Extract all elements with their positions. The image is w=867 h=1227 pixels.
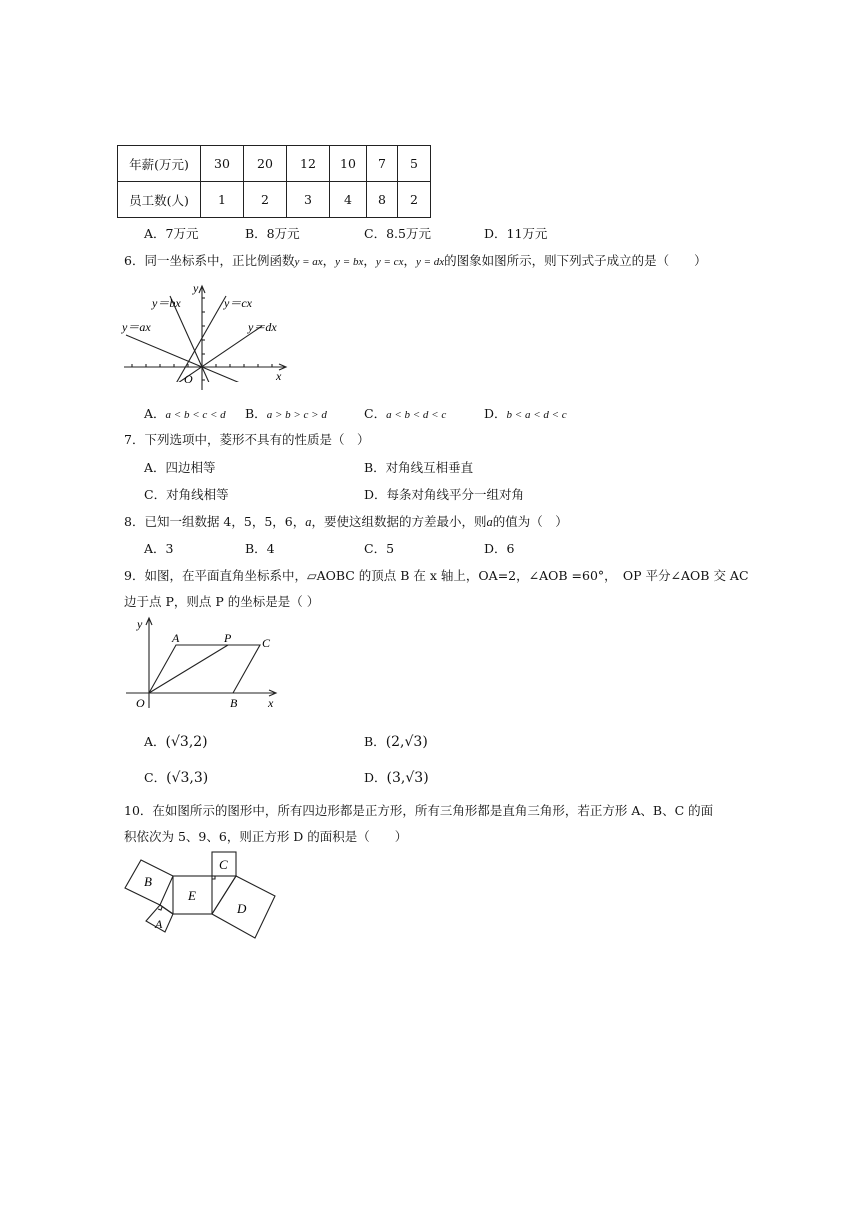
table-header-cell: 员工数(人)	[118, 182, 201, 218]
parallelogram-aobc	[149, 645, 260, 693]
q9-stem-line1: 9．如图，在平面直角坐标系中，▱AOBC 的顶点 B 在 x 轴上，OA=2，∠AOB =60°， OP 平分∠AOB 交 AC	[124, 568, 749, 583]
q6-func-bx: y = bx	[335, 256, 364, 268]
option-letter: A．	[144, 734, 166, 749]
q5-option-c[interactable]: C．8.5万元	[364, 226, 431, 241]
table-cell: 1	[201, 182, 244, 218]
option-expr-part: (	[165, 734, 171, 750]
table-cell: 3	[287, 182, 330, 218]
option-expr-part: ,3)	[189, 770, 209, 786]
q9-stem-line2: 边于点 P，则点 P 的坐标是是（ ）	[124, 594, 320, 609]
table-cell: 10	[330, 146, 367, 182]
option-letter: C．	[144, 770, 167, 785]
label-c: C	[219, 857, 228, 872]
option-letter: B．	[364, 734, 386, 749]
q7-option-a[interactable]: A．四边相等	[144, 460, 216, 475]
triangle-left	[160, 905, 173, 914]
q6-sep: ，	[363, 253, 376, 268]
q8-var: a	[486, 515, 493, 529]
label-b: B	[144, 874, 152, 889]
option-expr-part: )	[422, 734, 428, 750]
q8-stem-text: 8．已知一组数据 4，5，5，6，	[124, 514, 306, 529]
table-row	[118, 182, 431, 218]
right-angle-mark	[158, 907, 162, 910]
point-label-a: A	[172, 631, 180, 645]
q6-sep: ，	[403, 253, 416, 268]
q8-option-c[interactable]: C．5	[364, 541, 395, 556]
table-cell: 30	[201, 146, 244, 182]
axis-label-x: x	[276, 369, 282, 383]
point-label-b: B	[230, 696, 238, 710]
sqrt-symbol: √3	[404, 734, 423, 750]
q6-func-ax: y = ax	[294, 256, 323, 268]
option-expr: a < b < c < d	[165, 409, 226, 421]
table-row	[118, 146, 431, 182]
q8-stem-text: ，要使这组数据的方差最小，则	[311, 514, 487, 529]
q7-option-b[interactable]: B．对角线互相垂直	[364, 460, 474, 475]
q5-option-d[interactable]: D．11万元	[484, 226, 548, 241]
q8-stem	[124, 514, 568, 530]
q9-graph	[122, 614, 282, 714]
sqrt-symbol: √3	[405, 770, 424, 786]
q6-graph	[118, 280, 298, 395]
q6-sep: ，	[322, 253, 336, 268]
sqrt-symbol: √3	[171, 770, 190, 786]
q6-option-d[interactable]	[484, 406, 567, 423]
q8-var: a	[305, 515, 312, 529]
axis-label-y: y	[137, 617, 143, 631]
axis-label-y: y	[193, 281, 199, 295]
line-y-cx	[162, 296, 226, 395]
q7-option-c[interactable]: C．对角线相等	[144, 487, 229, 502]
table-cell: 4	[330, 182, 367, 218]
option-letter: D．	[364, 770, 387, 785]
q8-option-d[interactable]: D．6	[484, 541, 515, 556]
table-cell: 5	[398, 146, 431, 182]
table-cell: 20	[244, 146, 287, 182]
axis-label-x: x	[268, 696, 274, 710]
point-label-o: O	[136, 696, 145, 710]
option-expr-part: (2,	[385, 734, 405, 750]
q10-figure	[118, 848, 283, 943]
option-expr-part: (	[166, 770, 172, 786]
label-y-dx: y＝dx	[248, 320, 277, 334]
q6-stem-text: 6．同一坐标系中，正比例函数	[124, 253, 295, 268]
q9-option-c[interactable]	[144, 770, 208, 786]
q5-option-b[interactable]: B．8万元	[245, 226, 300, 241]
label-d: D	[237, 901, 247, 916]
table-cell: 8	[367, 182, 398, 218]
q10-stem-line2: 积依次为 5、9、6，则正方形 D 的面积是（ ）	[124, 829, 408, 844]
table-cell: 7	[367, 146, 398, 182]
salary-table	[117, 145, 431, 218]
table-header-cell: 年薪(万元)	[118, 146, 201, 182]
q8-option-a[interactable]: A．3	[144, 541, 174, 556]
q9-option-d[interactable]	[364, 770, 429, 786]
q6-func-dx: y = dx	[415, 256, 445, 268]
option-expr-part: )	[423, 770, 429, 786]
label-a: A	[155, 917, 163, 931]
q8-stem-text: 的值为（ ）	[492, 514, 568, 529]
option-letter: B．	[245, 406, 267, 421]
option-expr: a > b > c > d	[266, 409, 327, 421]
q7-option-d[interactable]: D．每条对角线平分一组对角	[364, 487, 525, 502]
label-e: E	[188, 888, 196, 903]
q8-option-b[interactable]: B．4	[245, 541, 275, 556]
option-letter: A．	[144, 406, 166, 421]
q6-func-cx: y = cx	[375, 256, 404, 268]
table-cell: 12	[287, 146, 330, 182]
q9-option-b[interactable]	[364, 734, 428, 750]
segment-op	[149, 645, 228, 693]
q9-option-a[interactable]	[144, 734, 208, 750]
point-label-c: C	[262, 636, 271, 650]
sqrt-symbol: √3	[171, 734, 189, 750]
q10-stem-line1: 10．在如图所示的图形中，所有四边形都是正方形，所有三角形都是直角三角形，若正方形 A、B、C 的面	[124, 803, 714, 818]
option-expr: a < b < d < c	[386, 409, 447, 421]
label-y-ax: y＝ax	[122, 320, 151, 334]
label-y-cx: y＝cx	[224, 296, 252, 310]
table-cell: 2	[244, 182, 287, 218]
q6-stem	[124, 253, 707, 270]
option-expr: b < a < d < c	[506, 409, 567, 421]
q6-stem-text: 的图象如图所示，则下列式子成立的是（ ）	[444, 253, 707, 268]
q7-stem: 7．下列选项中，菱形不具有的性质是（ ）	[124, 432, 370, 447]
q6-option-a[interactable]	[144, 406, 226, 423]
option-letter: D．	[484, 406, 507, 421]
option-expr-part: ,2)	[188, 734, 208, 750]
table-cell: 2	[398, 182, 431, 218]
q5-option-a[interactable]: A．7万元	[144, 226, 199, 241]
option-letter: C．	[364, 406, 387, 421]
q6-option-c[interactable]	[364, 406, 446, 423]
origin-label: O	[184, 372, 193, 386]
graph-clip	[118, 382, 298, 395]
option-expr-part: (3,	[386, 770, 406, 786]
q6-option-b[interactable]	[245, 406, 327, 423]
label-y-bx: y＝bx	[152, 296, 181, 310]
point-label-p: P	[224, 631, 232, 645]
